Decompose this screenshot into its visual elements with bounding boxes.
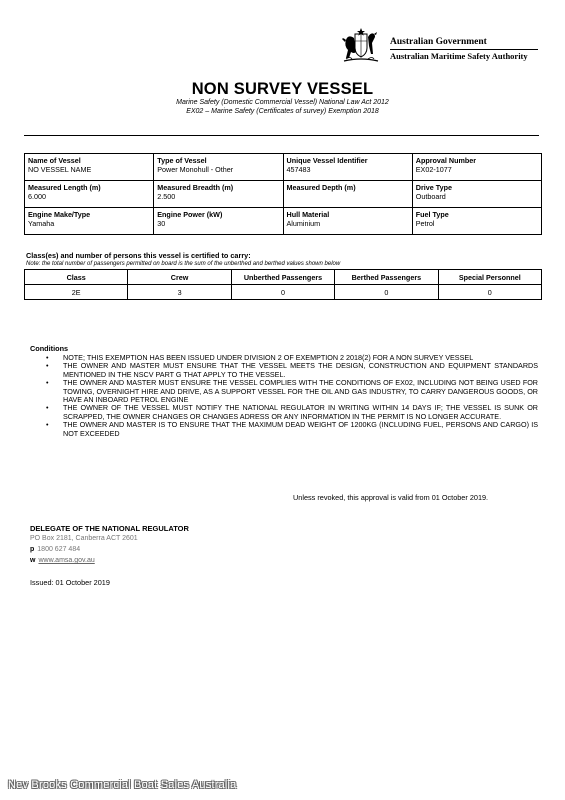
- engine-make-cell: Engine Make/Type Yamaha: [25, 208, 154, 235]
- column-header-berthed: Berthed Passengers: [335, 270, 438, 285]
- drive-type-value: Outboard: [415, 192, 446, 201]
- vessel-name-value: NO VESSEL NAME: [28, 165, 92, 174]
- vessel-name-cell: Name of Vessel NO VESSEL NAME: [25, 154, 154, 181]
- bullet-icon: •: [46, 420, 49, 430]
- validity-statement: Unless revoked, this approval is valid from 01 October 2019.: [293, 493, 489, 502]
- website-link[interactable]: www.amsa.gov.au: [38, 557, 95, 564]
- engine-power-cell: Engine Power (kW) 30: [154, 208, 283, 235]
- org-divider: [390, 49, 538, 50]
- class-heading: Class(es) and number of persons this vessel is certified to carry:: [26, 251, 251, 260]
- list-item: • NOTE; THIS EXEMPTION HAS BEEN ISSUED UNDER DIVISION 2 OF EXEMPTION 2 2018(2) FOR A NON SURVEY VESSEL: [46, 353, 474, 362]
- engine-make-value: Yamaha: [28, 219, 55, 228]
- measured-breadth-value: 2.500: [157, 192, 176, 201]
- measured-breadth-cell: Measured Breadth (m) 2.500: [154, 181, 283, 208]
- berthed-value: 0: [335, 285, 438, 300]
- phone-line: [30, 546, 80, 553]
- hull-material-cell: Hull Material Aluminium: [283, 208, 412, 235]
- phone-prefix: p: [30, 546, 35, 553]
- postal-address: PO Box 2181, Canberra ACT 2601: [30, 535, 138, 542]
- uvi-cell: Unique Vessel Identifier 457483: [283, 154, 412, 181]
- header-divider: [24, 135, 539, 136]
- table-header-row: [25, 270, 542, 285]
- government-logo: [338, 28, 538, 68]
- column-header-crew: Crew: [128, 270, 231, 285]
- coat-of-arms-icon: [338, 28, 384, 66]
- class-value: 2E: [25, 285, 128, 300]
- fuel-type-value: Petrol: [415, 219, 435, 228]
- issued-date: Issued: 01 October 2019: [30, 578, 110, 587]
- engine-power-value: 30: [157, 219, 166, 228]
- document-subtitle-act: Marine Safety (Domestic Commercial Vessel) National Law Act 2012: [176, 99, 389, 106]
- document-title: NON SURVEY VESSEL: [191, 80, 374, 98]
- org-subname: Australian Maritime Safety Authority: [390, 51, 528, 61]
- web-prefix: w: [30, 557, 36, 564]
- delegate-title: DELEGATE OF THE NATIONAL REGULATOR: [30, 524, 189, 533]
- measured-length-cell: Measured Length (m) 6.000: [25, 181, 154, 208]
- measured-length-value: 6.000: [28, 192, 46, 201]
- table-row: [25, 285, 542, 300]
- bullet-icon: •: [46, 353, 49, 362]
- vessel-details-table: [24, 153, 542, 235]
- list-item: • THE OWNER AND MASTER MUST ENSURE THAT THE VESSEL MEETS THE DESIGN, CONSTRUCTION AND EQUIPMENT STANDARDS MENTIONED IN THE NSCV PART G THAT APPLY TO THE VESSEL.: [46, 361, 538, 379]
- bullet-icon: •: [46, 361, 49, 371]
- unberthed-value: 0: [231, 285, 334, 300]
- list-item: • THE OWNER AND MASTER IS TO ENSURE THAT THE MAXIMUM DEAD WEIGHT OF 1200KG (INCLUDING FUEL, PERSONS AND CARGO) IS NOT EXCEEDED: [46, 420, 538, 438]
- fuel-type-cell: Fuel Type Petrol: [412, 208, 541, 235]
- website-line: [30, 557, 95, 564]
- table-row: [25, 208, 542, 235]
- org-name: Australian Government: [390, 37, 487, 47]
- bullet-icon: •: [46, 378, 49, 388]
- drive-type-cell: Drive Type Outboard: [412, 181, 541, 208]
- vessel-type-value: Power Monohull - Other: [157, 165, 234, 174]
- uvi-value: 457483: [286, 165, 311, 174]
- column-header-unberthed: Unberthed Passengers: [231, 270, 334, 285]
- column-header-special-personnel: Special Personnel: [438, 270, 541, 285]
- table-row: [25, 181, 542, 208]
- column-header-class: Class: [25, 270, 128, 285]
- phone-number: 1800 627 484: [37, 546, 81, 553]
- bullet-icon: •: [46, 403, 49, 413]
- conditions-heading: Conditions: [30, 344, 69, 353]
- watermark-text: Nev Brooks Commercial Boat Sales Australia: [8, 779, 237, 791]
- measured-depth-cell: Measured Depth (m): [283, 181, 412, 208]
- class-persons-table: [24, 269, 542, 300]
- list-item: • THE OWNER OF THE VESSEL MUST NOTIFY THE NATIONAL REGULATOR IN WRITING WITHIN 14 DAYS IF; THE VESSEL IS SUNK OR SCRAPPED, THE OWNER CHANGES OR CHANGES ADRESS OR ANY INFORMATION IN THE PERMIT IS NO LONGER ACCURATE.: [46, 403, 538, 421]
- class-note: Note: the total number of passengers permitted on board is the sum of the unberthed and berthed values shown below: [26, 261, 341, 267]
- conditions-list: [46, 354, 538, 438]
- document-subtitle-exemption: EX02 – Marine Safety (Certificates of survey) Exemption 2018: [186, 108, 379, 115]
- vessel-type-cell: Type of Vessel Power Monohull - Other: [154, 154, 283, 181]
- list-item: • THE OWNER AND MASTER MUST ENSURE THE VESSEL COMPLIES WITH THE CONDITIONS OF EX02, INCLUDING NOT BEING USED FOR TOWING, OVERNIGHT HIRE AND DRIVE, AS A SUPPORT VESSEL FOR THE OIL AND GAS INDUSTRY, TO CARRY DANGEROUS GOODS, OR HAVE AN INBOARD PETROL ENGINE: [46, 378, 538, 405]
- hull-material-value: Aluminium: [286, 219, 321, 228]
- table-row: [25, 154, 542, 181]
- approval-number-cell: Approval Number EX02-1077: [412, 154, 541, 181]
- crew-value: 3: [128, 285, 231, 300]
- special-personnel-value: 0: [438, 285, 541, 300]
- approval-number-value: EX02-1077: [415, 165, 452, 174]
